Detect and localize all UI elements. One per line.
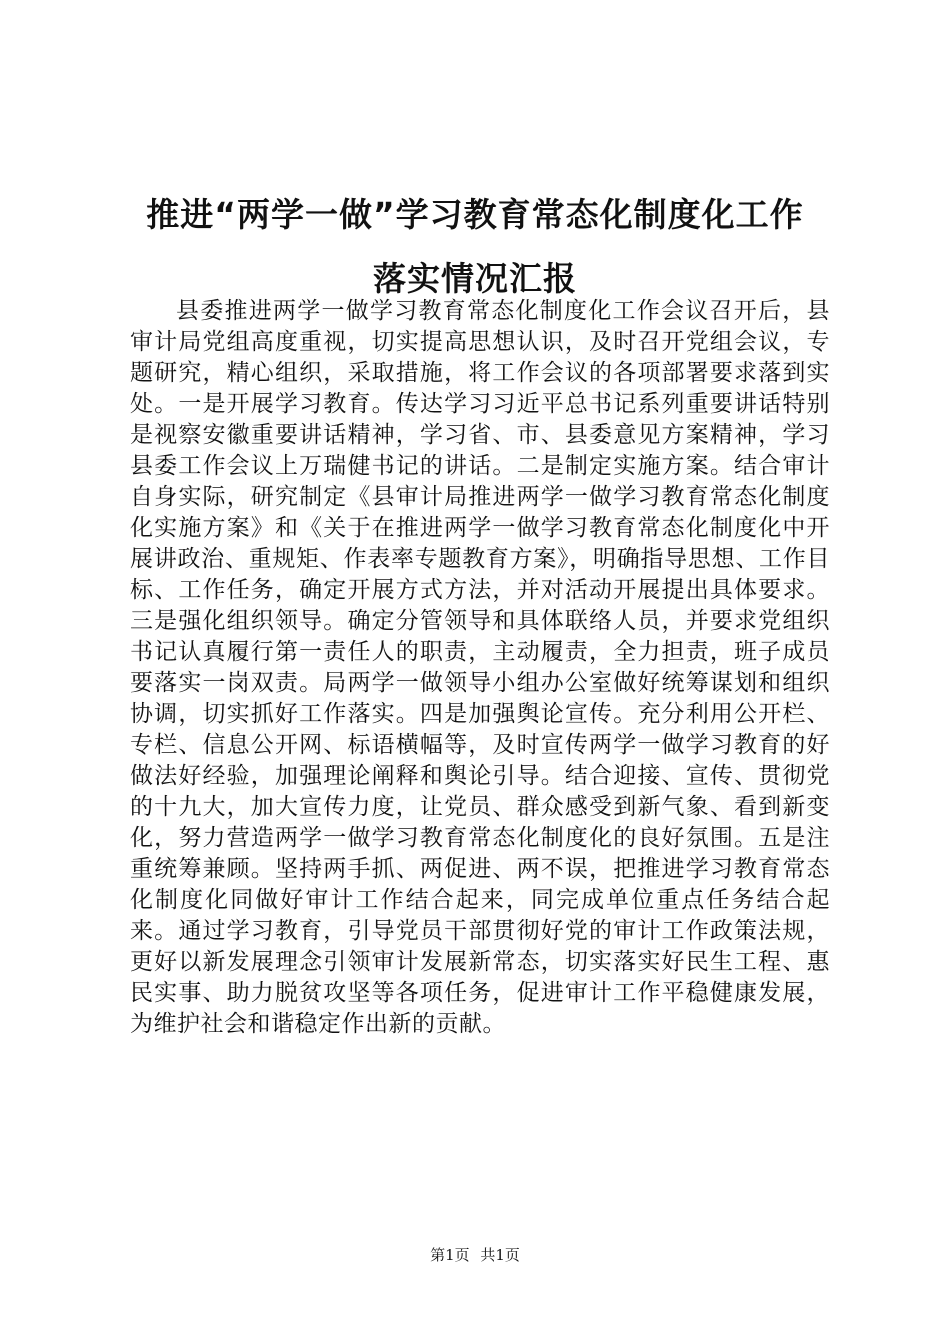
document-title	[120, 183, 830, 311]
title-line-1: 推进“两学一做”学习教育常态化制度化工作	[146, 195, 804, 234]
page-number-total: 共1页	[480, 1246, 520, 1264]
page-number-current: 第1页	[430, 1246, 470, 1264]
body-paragraph: 县委推进两学一做学习教育常态化制度化工作会议召开后，县审计局党组高度重视，切实提高思想认识，及时召开党组会议，专题研究，精心组织，采取措施，将工作会议的各项部署要求落到实处。一是开展学习教育。传达学习习近平总书记系列重要讲话特别是视察安徽重要讲话精神，学习省、市、县委意见方案精神，学习县委工作会议上万瑞健书记的讲话。二是制定实施方案。结合审计自身实际，研究制定《县审计局推进两学一做学习教育常态化制度化实施方案》和《关于在推进两学一做学习教育常态化制度化中开展讲政治、重规矩、作表率专题教育方案》，明确指导思想、工作目标、工作任务，确定开展方式方法，并对活动开展提出具体要求。三是强化组织领导。确定分管领导和具体联络人员，并要求党组织书记认真履行第一责任人的职责，主动履责，全力担责，班子成员要落实一岗双责。局两学一做领导小组办公室做好统筹谋划和组织协调，切实抓好工作落实。四是加强舆论宣传。充分利用公开栏、专栏、信息公开网、标语横幅等，及时宣传两学一做学习教育的好做法好经验，加强理论阐释和舆论引导。结合迎接、宣传、贯彻党的十九大，加大宣传力度，让党员、群众感受到新气象、看到新变化，努力营造两学一做学习教育常态化制度化的良好氛围。五是注重统筹兼顾。坚持两手抓、两促进、两不误，把推进学习教育常态化制度化同做好审计工作结合起来，同完成单位重点任务结合起来。通过学习教育，引导党员干部贯彻好党的审计工作政策法规，更好以新发展理念引领审计发展新常态，切实落实好民生工程、惠民实事、助力脱贫攻坚等各项任务，促进审计工作平稳健康发展，为维护社会和谐稳定作出新的贡献。	[130, 298, 830, 1037]
page-footer	[0, 1245, 950, 1265]
title-line-2: 落实情况汇报	[373, 259, 577, 298]
